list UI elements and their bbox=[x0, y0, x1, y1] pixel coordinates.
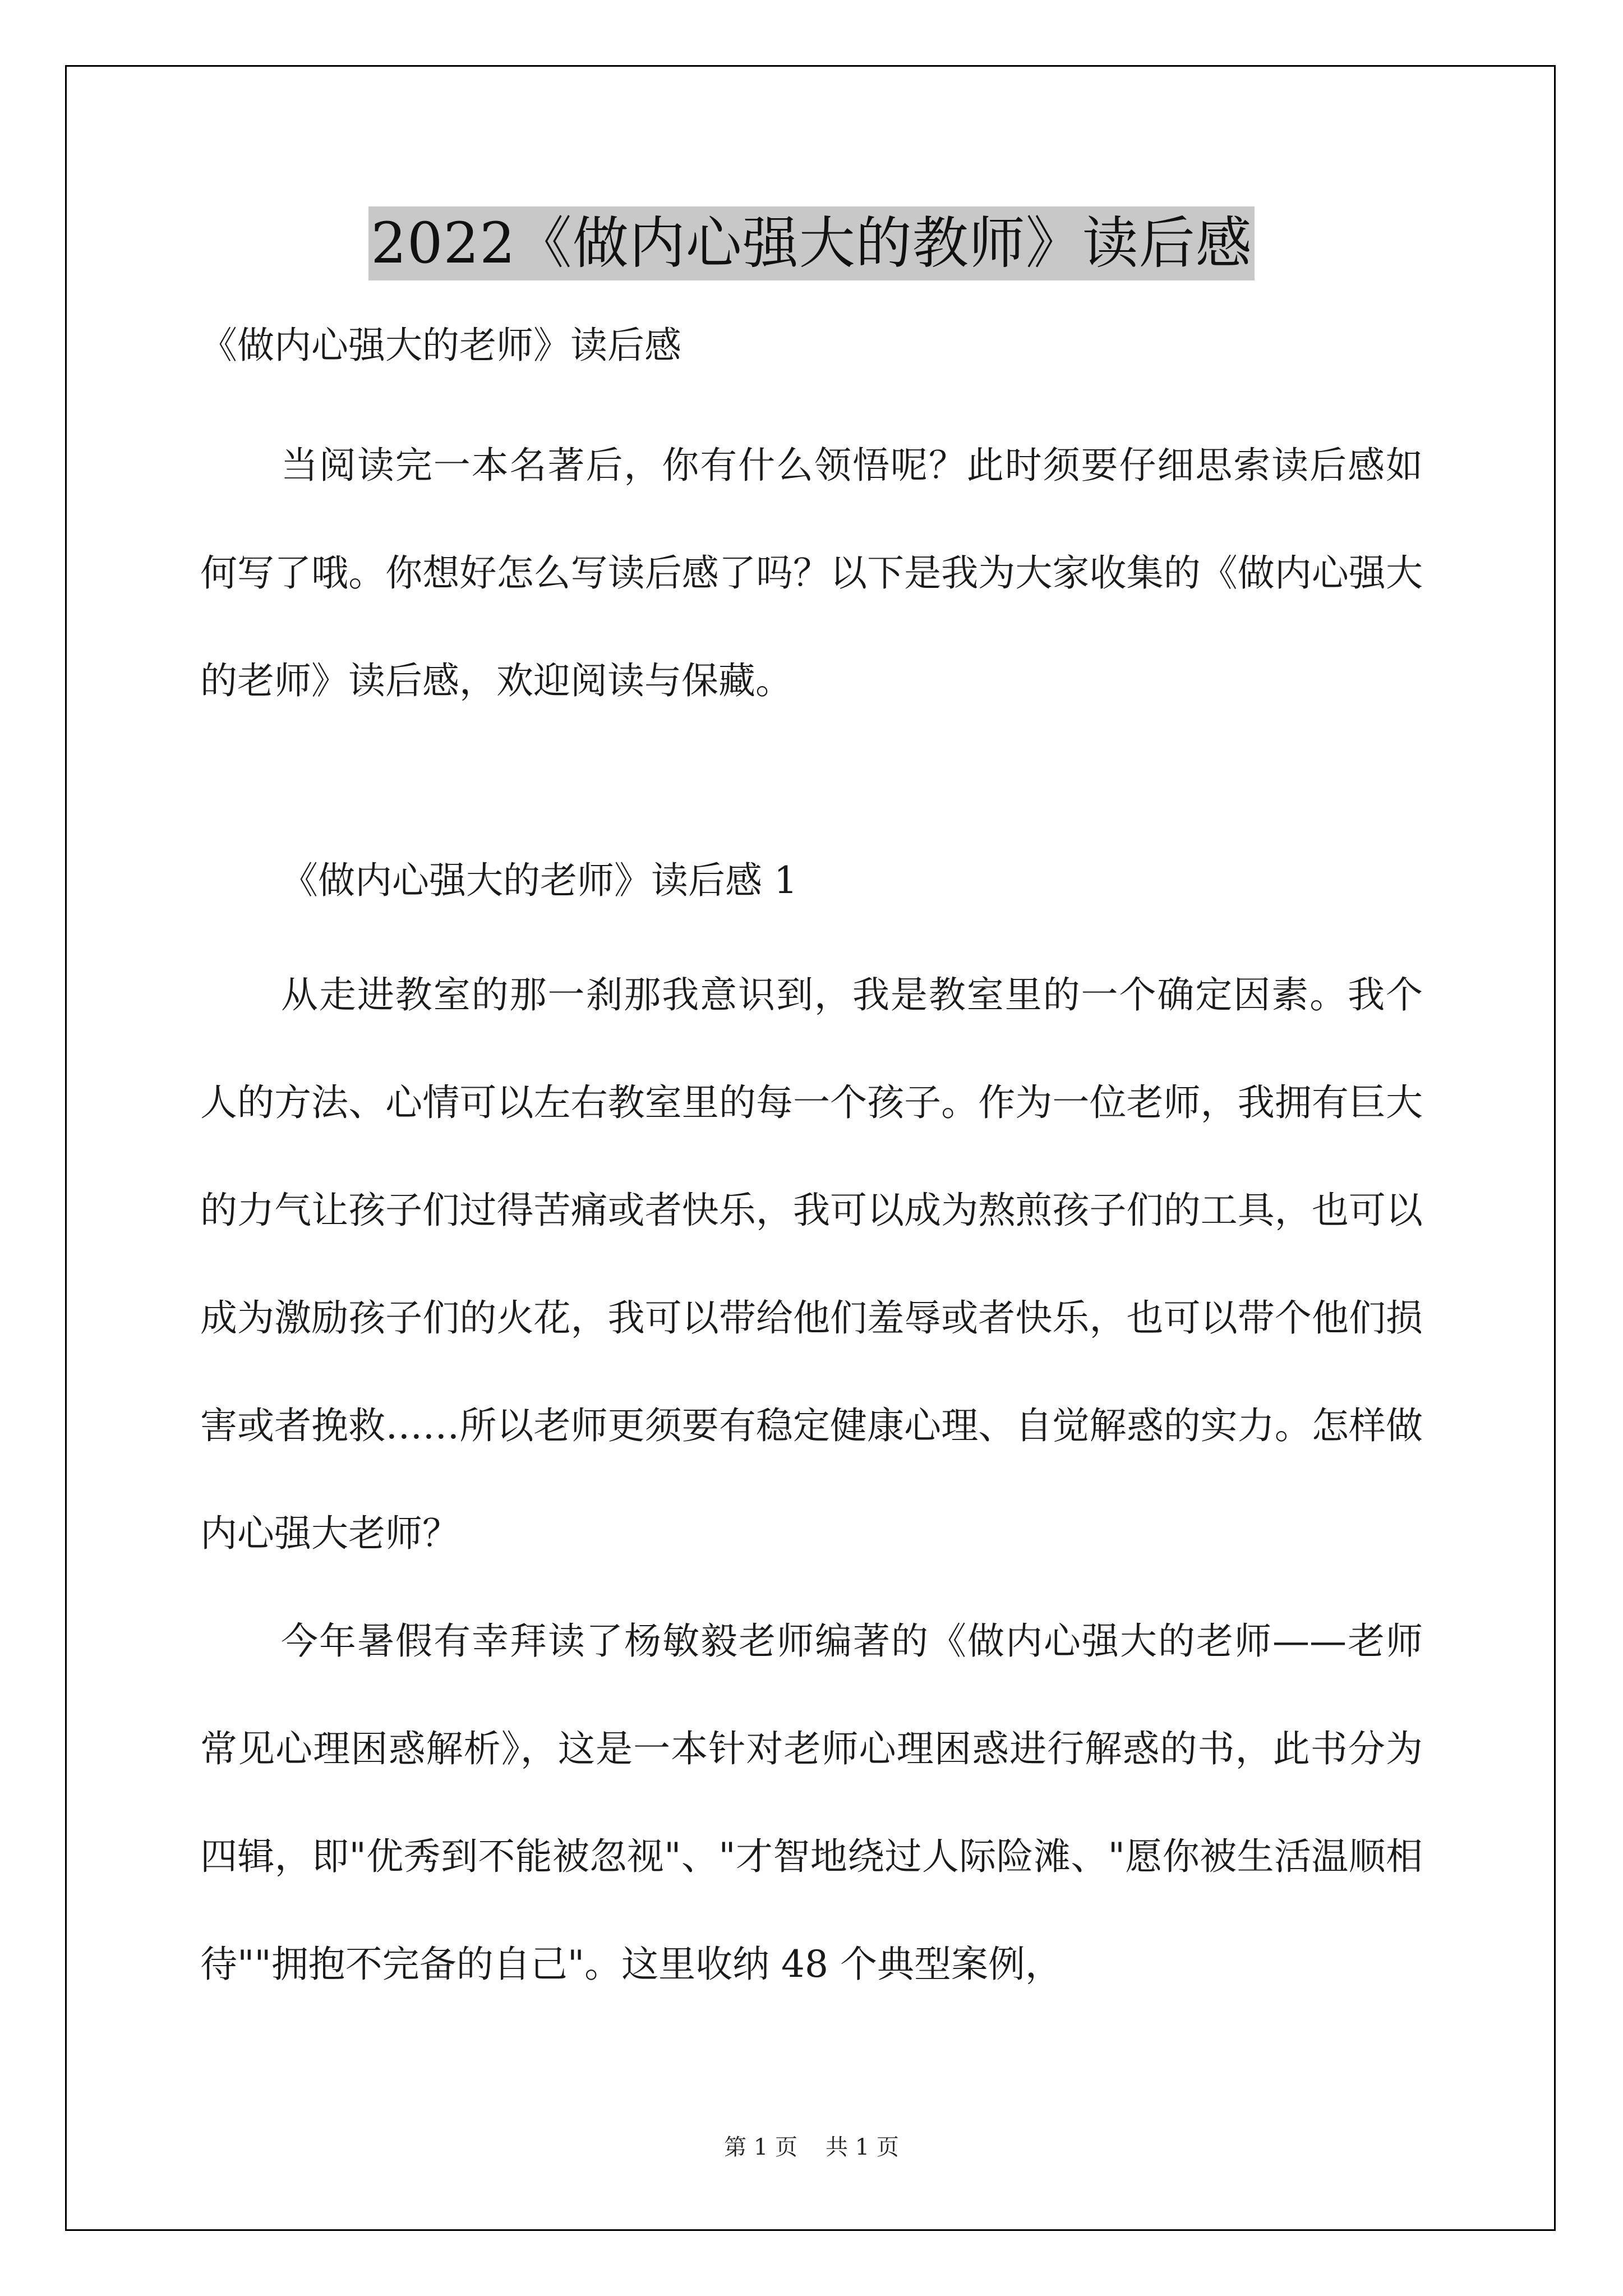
body-paragraph-1: 从走进教室的那一刹那我意识到，我是教室里的一个确定因素。我个人的方法、心情可以左右教室里的每一个孩子。作为一位老师，我拥有巨大的力气让孩子们过得苦痛或者快乐，我可以成为熬煎孩子们的工具，也可以成为激励孩子们的火花，我可以带给他们羞辱或者快乐，也可以带个他们损害或者挽救……所以老师更须要有稳定健康心理、自觉解惑的实力。怎样做内心强大老师？ bbox=[200, 973, 1423, 1555]
document-title: 2022《做内心强大的教师》读后感 bbox=[368, 206, 1255, 280]
page-footer bbox=[0, 2132, 1623, 2163]
section-heading: 《做内心强大的老师》读后感 1 bbox=[281, 859, 797, 902]
page-total: 共 1 页 bbox=[826, 2134, 899, 2160]
title-container bbox=[0, 206, 1623, 280]
page-number: 第 1 页 bbox=[724, 2134, 797, 2160]
intro-paragraph: 当阅读完一本名著后，你有什么领悟呢？此时须要仔细思索读后感如何写了哦。你想好怎么写读后感了吗？以下是我为大家收集的《做内心强大的老师》读后感，欢迎阅读与保藏。 bbox=[200, 444, 1423, 702]
document-subtitle: 《做内心强大的老师》读后感 bbox=[200, 324, 681, 367]
body-paragraph-2: 今年暑假有幸拜读了杨敏毅老师编著的《做内心强大的老师——老师常见心理困惑解析》，这是一本针对老师心理困惑进行解惑的书，此书分为四辑，即"优秀到不能被忽视"、"才智地绕过人际险滩、"愿你被生活温顺相待""拥抱不完备的自己"。这里收纳 48 个典型案例， bbox=[200, 1619, 1423, 1986]
document-body bbox=[200, 297, 1423, 2018]
